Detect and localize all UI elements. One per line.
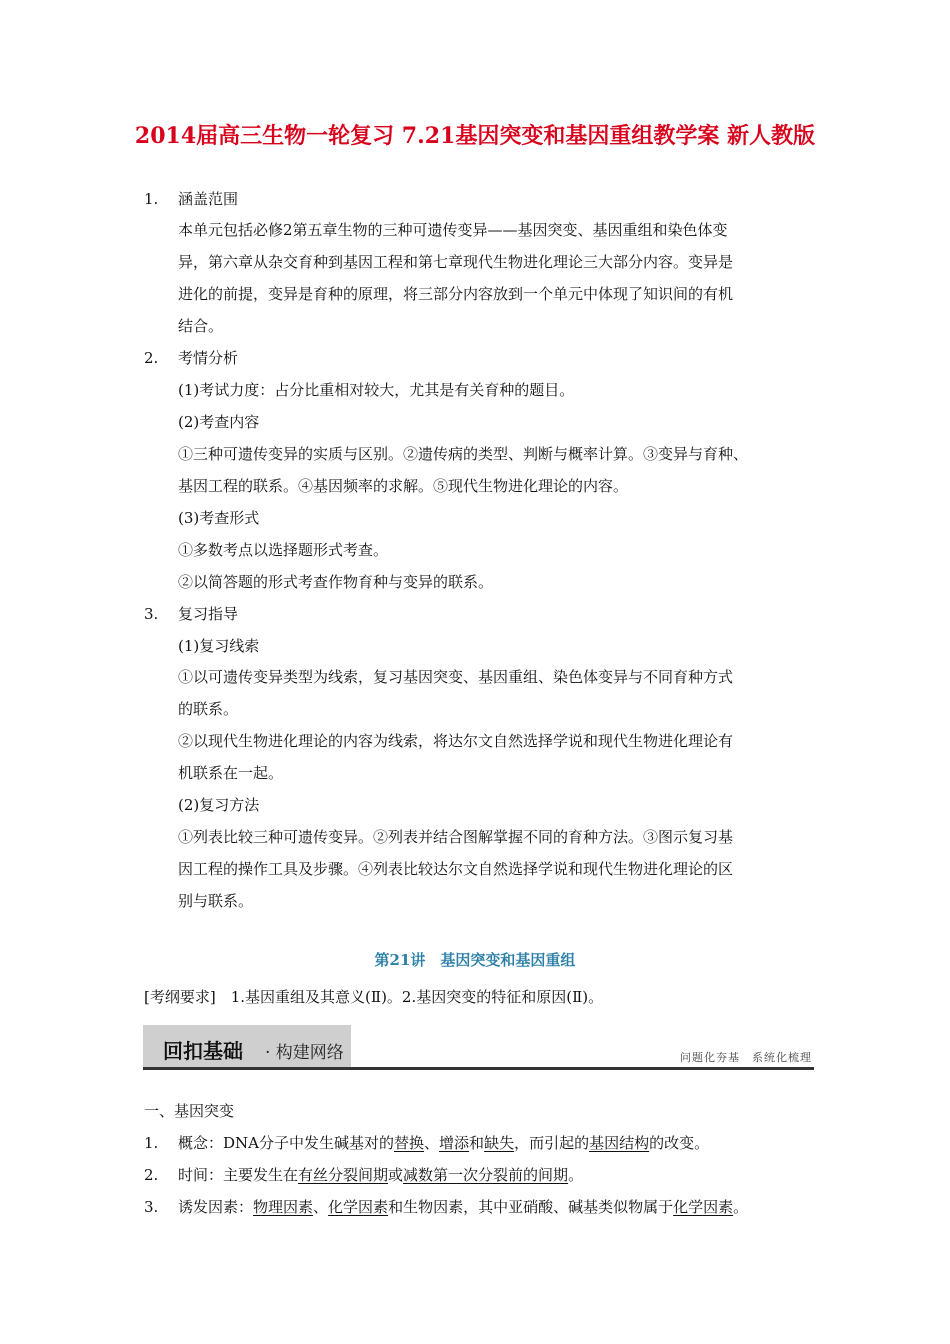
- text-run: 和生物因素，其中亚硝酸、碱基类似物属于: [388, 1198, 674, 1216]
- review-clue-line: ①以可遗传变异类型为线索，复习基因突变、基因重组、染色体变异与不同育种方式: [178, 668, 734, 686]
- banner-subtitle: · 构建网络: [265, 1043, 344, 1063]
- text-run: 、: [313, 1198, 329, 1216]
- item-1-number: 1.: [144, 1134, 159, 1152]
- section-1-para-line: 进化的前提，变异是育种的原理，将三部分内容放到一个单元中体现了知识间的有机: [178, 285, 734, 303]
- item-3-text: [178, 1197, 748, 1217]
- answer-blank: 缺失: [484, 1134, 515, 1152]
- review-clue-line: 的联系。: [178, 700, 239, 718]
- section-1-heading: 涵盖范围: [178, 190, 239, 208]
- answer-blank: 增添: [439, 1134, 470, 1152]
- review-method-heading: (2)复习方法: [178, 796, 260, 814]
- exam-content-heading: (2)考查内容: [178, 413, 260, 431]
- item-3-number: 3.: [144, 1198, 159, 1216]
- exam-content-line: 基因工程的联系。④基因频率的求解。⑤现代生物进化理论的内容。: [178, 477, 629, 495]
- exam-form-heading: (3)考查形式: [178, 509, 260, 527]
- section-2-heading: 考情分析: [178, 349, 239, 367]
- answer-blank: 减数第一次分裂前的间期: [403, 1166, 569, 1184]
- exam-form-line: ①多数考点以选择题形式考查。: [178, 541, 389, 559]
- answer-blank: 基因结构: [589, 1134, 650, 1152]
- text-run: 概念：DNA分子中发生碱基对的: [178, 1134, 394, 1152]
- text-run: 、: [424, 1134, 440, 1152]
- review-method-line: 别与联系。: [178, 892, 254, 910]
- text-run: 。: [733, 1198, 749, 1216]
- review-clue-heading: (1)复习线索: [178, 637, 260, 655]
- review-method-line: 因工程的操作工具及步骤。④列表比较达尔文自然选择学说和现代生物进化理论的区: [178, 860, 734, 878]
- answer-blank: 化学因素: [328, 1198, 389, 1216]
- answer-blank: 替换: [394, 1134, 425, 1152]
- section-1-para-line: 异，第六章从杂交育种到基因工程和第七章现代生物进化理论三大部分内容。变异是: [178, 253, 734, 271]
- text-run: ，而引起的: [514, 1134, 590, 1152]
- item-2-text: [178, 1165, 583, 1185]
- lecture-title: 第21讲 基因突变和基因重组: [374, 951, 576, 969]
- exam-requirements: [考纲要求] 1.基因重组及其意义(Ⅱ)。2.基因突变的特征和原因(Ⅱ)。: [144, 988, 604, 1006]
- text-run: 或: [388, 1166, 404, 1184]
- answer-blank: 有丝分裂间期: [298, 1166, 389, 1184]
- text-run: 和: [469, 1134, 485, 1152]
- exam-form-line: ②以简答题的形式考查作物育种与变异的联系。: [178, 573, 494, 591]
- banner-tagline: 问题化夯基 系统化梳理: [680, 1051, 812, 1064]
- banner-title: 回扣基础: [163, 1039, 243, 1063]
- answer-blank: 物理因素: [253, 1198, 314, 1216]
- section-1-para-line: 结合。: [178, 317, 224, 335]
- part-1-heading: 一、基因突变: [144, 1102, 235, 1120]
- section-banner: [143, 1025, 814, 1069]
- section-1-number: 1.: [144, 190, 159, 208]
- banner-rule: [143, 1067, 814, 1070]
- section-3-heading: 复习指导: [178, 605, 239, 623]
- exam-content-line: ①三种可遗传变异的实质与区别。②遗传病的类型、判断与概率计算。③变异与育种、: [178, 445, 749, 463]
- text-run: 时间：主要发生在: [178, 1166, 299, 1184]
- text-run: 诱发因素：: [178, 1198, 254, 1216]
- document-title: 2014届高三生物一轮复习 7.21基因突变和基因重组教学案 新人教版: [134, 123, 816, 149]
- answer-blank: 化学因素: [673, 1198, 734, 1216]
- section-3-number: 3.: [144, 605, 159, 623]
- item-1-text: [178, 1133, 709, 1153]
- review-clue-line: 机联系在一起。: [178, 764, 284, 782]
- exam-intensity: (1)考试力度：占分比重相对较大，尤其是有关育种的题目。: [178, 381, 575, 399]
- review-method-line: ①列表比较三种可遗传变异。②列表并结合图解掌握不同的育种方法。③图示复习基: [178, 828, 734, 846]
- text-run: 。: [568, 1166, 584, 1184]
- section-1-para-line: 本单元包括必修2第五章生物的三种可遗传变异——基因突变、基因重组和染色体变: [178, 221, 728, 239]
- item-2-number: 2.: [144, 1166, 159, 1184]
- section-2-number: 2.: [144, 349, 159, 367]
- review-clue-line: ②以现代生物进化理论的内容为线索，将达尔文自然选择学说和现代生物进化理论有: [178, 732, 734, 750]
- text-run: 的改变。: [649, 1134, 710, 1152]
